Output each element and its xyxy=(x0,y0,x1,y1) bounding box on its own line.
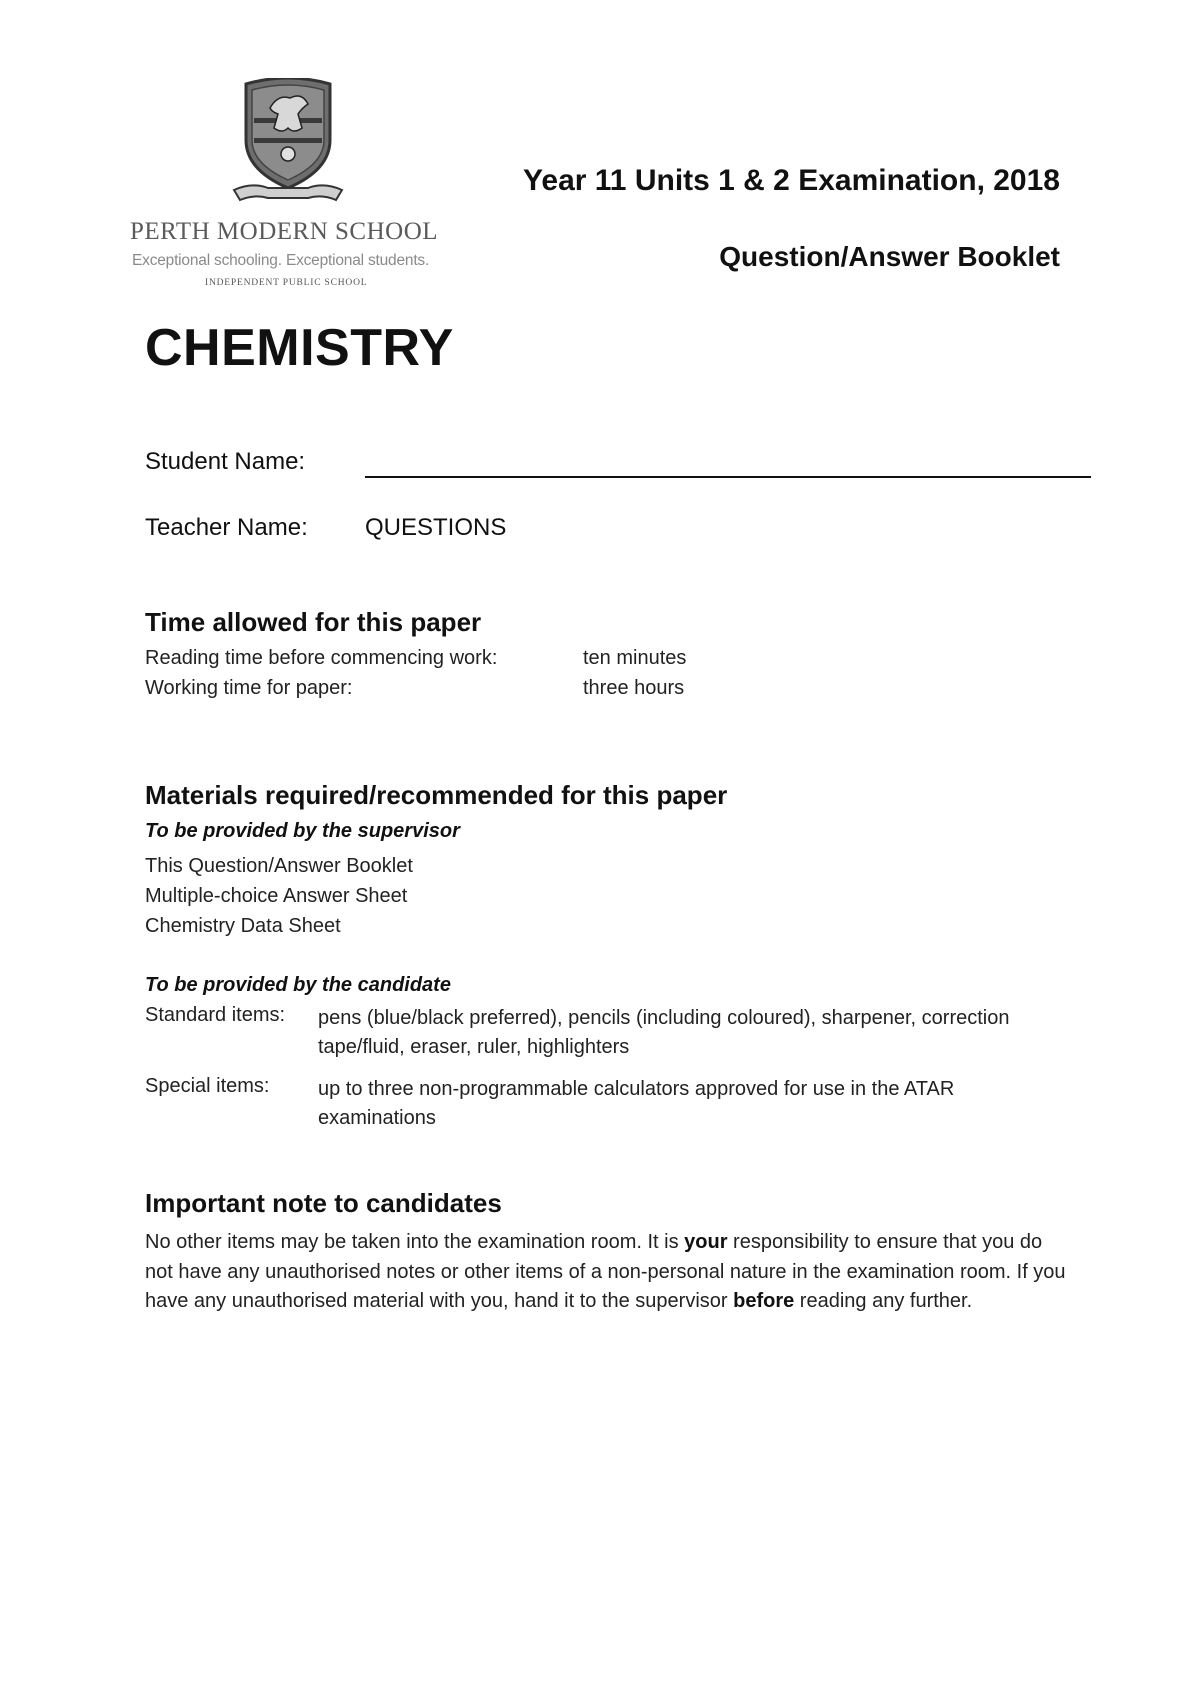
school-subtitle: INDEPENDENT PUBLIC SCHOOL xyxy=(205,278,368,288)
supervisor-subheading: To be provided by the supervisor xyxy=(145,820,460,842)
time-heading: Time allowed for this paper xyxy=(145,607,482,637)
standard-items-label: Standard items: xyxy=(145,1004,286,1026)
booklet-title: Question/Answer Booklet xyxy=(719,241,1060,272)
reading-time-label: Reading time before commencing work: xyxy=(145,647,498,669)
standard-items-text: pens (blue/black preferred), pencils (including coloured), sharpener, correction tape/fluid, eraser, ruler, highlighters xyxy=(318,1007,1010,1058)
school-name: PERTH MODERN SCHOOL xyxy=(130,218,439,245)
note-text-part: reading any further. xyxy=(794,1290,973,1312)
teacher-name-value: QUESTIONS xyxy=(365,514,507,541)
working-time-value: three hours xyxy=(583,677,685,699)
subject-title: CHEMISTRY xyxy=(145,319,454,377)
note-text-part: responsibility to ensure that you do not have any unauthorised notes or other items of a non-personal nature in the examination room. If you have any unauthorised material with you, hand it to the supervisor xyxy=(145,1231,1066,1312)
special-items-text: up to three non-programmable calculators approved for use in the ATAR examinations xyxy=(318,1078,955,1129)
candidate-subheading: To be provided by the candidate xyxy=(145,974,451,996)
important-note-heading: Important note to candidates xyxy=(145,1188,502,1218)
school-crest-icon xyxy=(232,78,344,203)
note-bold-your: your xyxy=(684,1231,728,1253)
student-name-line[interactable] xyxy=(365,476,1091,478)
school-logo xyxy=(120,78,450,293)
supervisor-item: Chemistry Data Sheet xyxy=(145,915,341,937)
working-time-label: Working time for paper: xyxy=(145,677,353,699)
exam-title: Year 11 Units 1 & 2 Examination, 2018 xyxy=(523,164,1060,197)
supervisor-item: Multiple-choice Answer Sheet xyxy=(145,885,408,907)
school-tagline: Exceptional schooling. Exceptional students. xyxy=(132,252,430,269)
special-items-label: Special items: xyxy=(145,1075,270,1097)
note-bold-before: before xyxy=(733,1290,795,1312)
teacher-name-label: Teacher Name: xyxy=(145,514,308,541)
important-note-text xyxy=(145,1228,1075,1317)
materials-heading: Materials required/recommended for this paper xyxy=(145,780,728,810)
reading-time-value: ten minutes xyxy=(583,647,687,669)
note-text-part: No other items may be taken into the examination room. It is xyxy=(145,1231,685,1253)
student-name-label: Student Name: xyxy=(145,448,306,475)
supervisor-item: This Question/Answer Booklet xyxy=(145,855,413,877)
